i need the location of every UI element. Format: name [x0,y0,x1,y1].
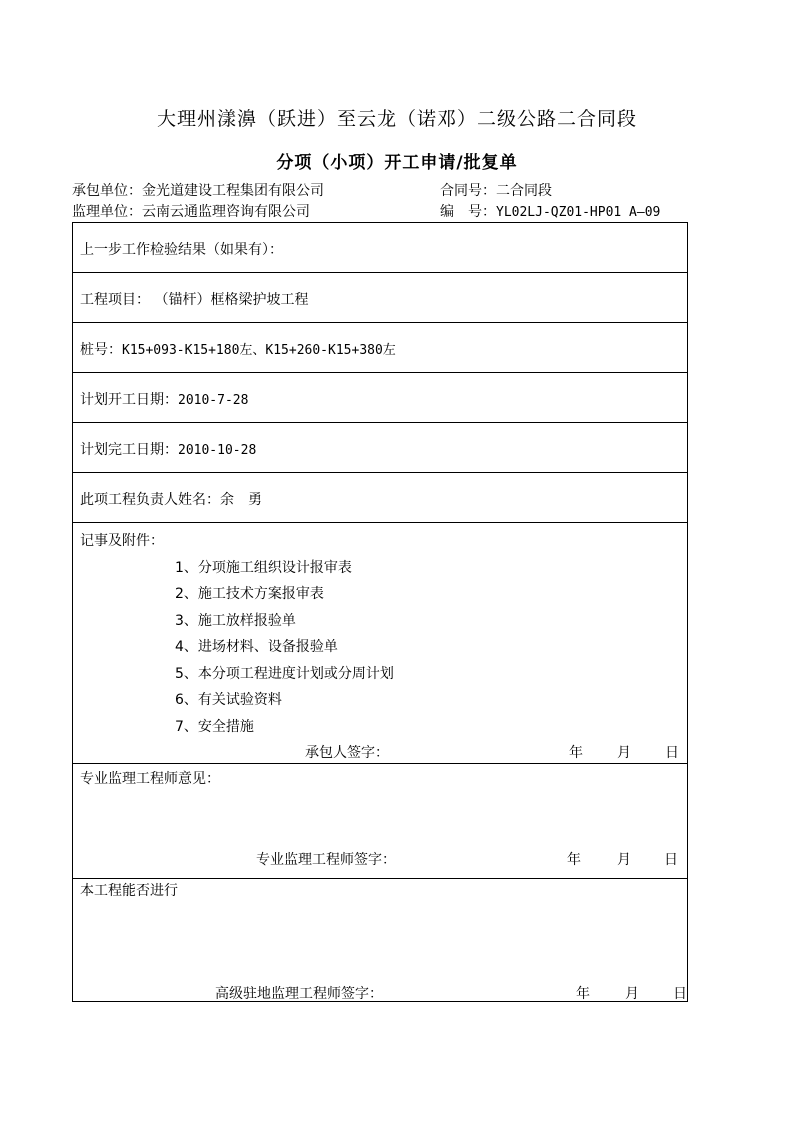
prev-result-label: 上一步工作检验结果（如果有）： [80,242,283,258]
attachment-item: 1、分项施工组织设计报审表 [175,560,352,576]
engineer-sign-day: 日 [664,852,678,868]
end-date-label: 计划完工日期： [80,442,178,458]
manager-label: 此项工程负责人姓名： [80,492,220,508]
attachment-item: 5、本分项工程进度计划或分周计划 [175,666,394,682]
attachment-item: 6、有关试验资料 [175,692,282,708]
start-date-value: 2010-7-28 [178,393,249,408]
start-date-field [80,389,248,409]
resident-signature-label: 高级驻地监理工程师签字： [215,986,383,1002]
attachment-item: 7、安全措施 [175,719,254,735]
station-field [80,339,396,359]
project-value: （锚杆）框格梁护坡工程 [154,292,309,308]
project-field [80,289,308,309]
station-value: K15+093-K15+180左、K15+260-K15+380左 [122,343,396,358]
supervisor-label: 监理单位： [72,204,142,220]
contractor-label: 承包单位： [72,183,142,199]
manager-field [80,489,262,509]
project-label: 工程项目： [80,292,150,308]
form-title: 分项（小项）开工申请/批复单 [276,153,518,173]
contract-no-line [440,180,552,200]
attachment-item: 4、进场材料、设备报验单 [175,639,338,655]
contractor-sign-day: 日 [665,745,679,761]
contractor-sign-month: 月 [617,745,631,761]
attachment-item: 3、施工放样报验单 [175,613,296,629]
notes-row [73,523,687,764]
start-date-row [73,373,687,423]
station-row [73,323,687,373]
contractor-value: 金光道建设工程集团有限公司 [142,183,324,199]
attachment-item: 2、施工技术方案报审表 [175,586,324,602]
serial-line [440,201,660,221]
serial-label: 编 号： [440,204,496,220]
contractor-line [72,180,324,200]
contractor-signature-label: 承包人签字： [305,745,389,761]
resident-sign-year: 年 [576,986,590,1002]
contractor-sign-year: 年 [569,745,583,761]
supervisor-line [72,201,310,221]
station-label: 桩号： [80,342,122,358]
end-date-row [73,423,687,473]
project-row [73,273,687,323]
engineer-opinion-label: 专业监理工程师意见： [80,771,220,787]
proceed-row [73,879,687,1001]
engineer-sign-year: 年 [567,852,581,868]
end-date-value: 2010-10-28 [178,443,257,458]
manager-row [73,473,687,523]
resident-sign-day: 日 [673,986,687,1002]
manager-value: 余 勇 [220,492,262,508]
resident-sign-month: 月 [625,986,639,1002]
engineer-opinion-row [73,764,687,879]
end-date-field [80,439,256,459]
document-title: 大理州漾濞（跃进）至云龙（诺邓）二级公路二合同段 [156,108,637,130]
contract-no-value: 二合同段 [496,183,552,199]
notes-label: 记事及附件： [80,533,164,549]
engineer-signature-label: 专业监理工程师签字： [256,852,396,868]
proceed-label: 本工程能否进行 [80,883,178,899]
contract-no-label: 合同号： [440,183,496,199]
start-date-label: 计划开工日期： [80,392,178,408]
prev-result-row [73,223,687,273]
supervisor-value: 云南云通监理咨询有限公司 [142,204,310,220]
application-form [72,222,688,1002]
serial-value: YL02LJ-QZ01-HP01 A—09 [496,205,661,220]
engineer-sign-month: 月 [617,852,631,868]
